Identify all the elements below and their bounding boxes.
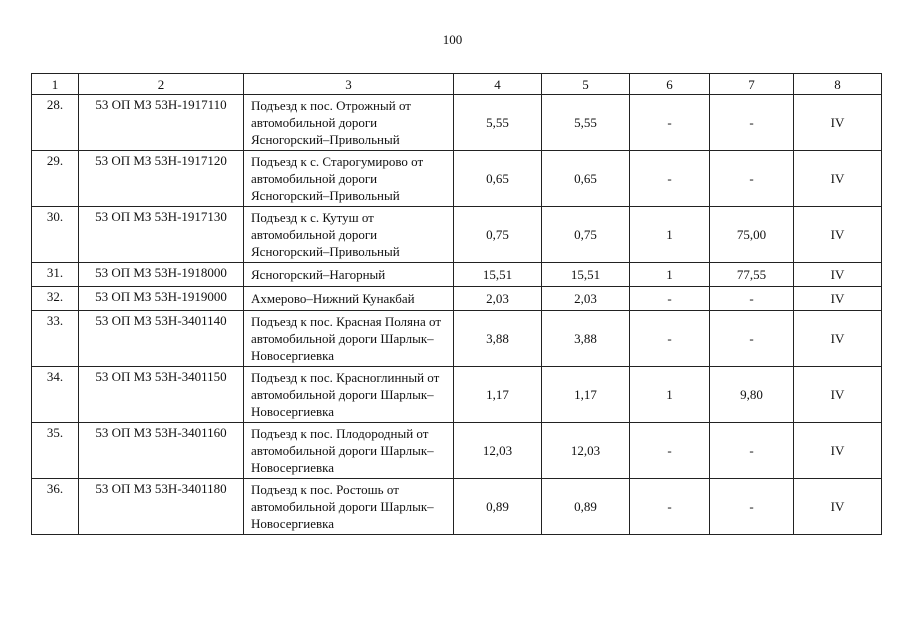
value-col-6: -	[630, 423, 710, 479]
table-row	[32, 287, 882, 311]
row-number: 31.	[32, 263, 79, 287]
value-col-4: 5,55	[454, 95, 542, 151]
road-category: IV	[794, 95, 882, 151]
value-col-7: -	[710, 287, 794, 311]
value-col-7: -	[710, 311, 794, 367]
value-col-5: 3,88	[542, 311, 630, 367]
value-col-4: 15,51	[454, 263, 542, 287]
value-col-5: 1,17	[542, 367, 630, 423]
road-category: IV	[794, 311, 882, 367]
value-col-5: 12,03	[542, 423, 630, 479]
road-name: Подъезд к пос. Отрожный от автомобильной дороги Ясногорский–Привольный	[244, 95, 454, 151]
row-number: 29.	[32, 151, 79, 207]
row-number: 33.	[32, 311, 79, 367]
road-name: Ясногорский–Нагорный	[244, 263, 454, 287]
road-code: 53 ОП МЗ 53Н-1918000	[79, 263, 244, 287]
road-code: 53 ОП МЗ 53Н-3401180	[79, 479, 244, 535]
value-col-5: 5,55	[542, 95, 630, 151]
road-code: 53 ОП МЗ 53Н-1917120	[79, 151, 244, 207]
table-row	[32, 479, 882, 535]
value-col-7: 75,00	[710, 207, 794, 263]
header-cell-1: 1	[32, 74, 79, 95]
value-col-6: 1	[630, 367, 710, 423]
value-col-5: 0,89	[542, 479, 630, 535]
road-code: 53 ОП МЗ 53Н-3401160	[79, 423, 244, 479]
road-code: 53 ОП МЗ 53Н-3401150	[79, 367, 244, 423]
value-col-5: 0,75	[542, 207, 630, 263]
road-code: 53 ОП МЗ 53Н-1917130	[79, 207, 244, 263]
row-number: 30.	[32, 207, 79, 263]
road-code: 53 ОП МЗ 53Н-3401140	[79, 311, 244, 367]
value-col-5: 2,03	[542, 287, 630, 311]
value-col-6: -	[630, 311, 710, 367]
value-col-4: 2,03	[454, 287, 542, 311]
table-row	[32, 263, 882, 287]
value-col-4: 0,65	[454, 151, 542, 207]
header-cell-7: 7	[710, 74, 794, 95]
header-cell-6: 6	[630, 74, 710, 95]
header-row	[32, 74, 882, 95]
value-col-4: 0,89	[454, 479, 542, 535]
road-name: Ахмерово–Нижний Кунакбай	[244, 287, 454, 311]
page-number: 100	[442, 32, 463, 47]
roads-table	[31, 73, 882, 535]
road-code: 53 ОП МЗ 53Н-1919000	[79, 287, 244, 311]
table-row	[32, 311, 882, 367]
header-cell-8: 8	[794, 74, 882, 95]
value-col-7: -	[710, 95, 794, 151]
value-col-6: -	[630, 287, 710, 311]
value-col-4: 1,17	[454, 367, 542, 423]
road-name: Подъезд к с. Старогумирово от автомобильной дороги Ясногорский–Привольный	[244, 151, 454, 207]
value-col-7: 9,80	[710, 367, 794, 423]
road-category: IV	[794, 151, 882, 207]
value-col-6: 1	[630, 263, 710, 287]
table-row	[32, 95, 882, 151]
value-col-4: 3,88	[454, 311, 542, 367]
value-col-7: 77,55	[710, 263, 794, 287]
road-name: Подъезд к пос. Красная Поляна от автомобильной дороги Шарлык–Новосергиевка	[244, 311, 454, 367]
table-row	[32, 423, 882, 479]
value-col-6: -	[630, 151, 710, 207]
value-col-7: -	[710, 423, 794, 479]
header-cell-2: 2	[79, 74, 244, 95]
value-col-5: 0,65	[542, 151, 630, 207]
header-cell-3: 3	[244, 74, 454, 95]
road-name: Подъезд к с. Кутуш от автомобильной дороги Ясногорский–Привольный	[244, 207, 454, 263]
road-category: IV	[794, 287, 882, 311]
value-col-6: 1	[630, 207, 710, 263]
road-category: IV	[794, 207, 882, 263]
road-name: Подъезд к пос. Плодородный от автомобильной дороги Шарлык–Новосергиевка	[244, 423, 454, 479]
table-row	[32, 367, 882, 423]
road-name: Подъезд к пос. Ростошь от автомобильной дороги Шарлык–Новосергиевка	[244, 479, 454, 535]
road-code: 53 ОП МЗ 53Н-1917110	[79, 95, 244, 151]
value-col-4: 12,03	[454, 423, 542, 479]
header-cell-4: 4	[454, 74, 542, 95]
row-number: 28.	[32, 95, 79, 151]
value-col-7: -	[710, 479, 794, 535]
table-row	[32, 207, 882, 263]
row-number: 32.	[32, 287, 79, 311]
value-col-7: -	[710, 151, 794, 207]
road-name: Подъезд к пос. Красноглинный от автомобильной дороги Шарлык–Новосергиевка	[244, 367, 454, 423]
road-category: IV	[794, 263, 882, 287]
value-col-6: -	[630, 479, 710, 535]
table-row	[32, 151, 882, 207]
road-category: IV	[794, 479, 882, 535]
value-col-4: 0,75	[454, 207, 542, 263]
road-category: IV	[794, 367, 882, 423]
value-col-5: 15,51	[542, 263, 630, 287]
row-number: 35.	[32, 423, 79, 479]
road-category: IV	[794, 423, 882, 479]
row-number: 36.	[32, 479, 79, 535]
value-col-6: -	[630, 95, 710, 151]
row-number: 34.	[32, 367, 79, 423]
header-cell-5: 5	[542, 74, 630, 95]
